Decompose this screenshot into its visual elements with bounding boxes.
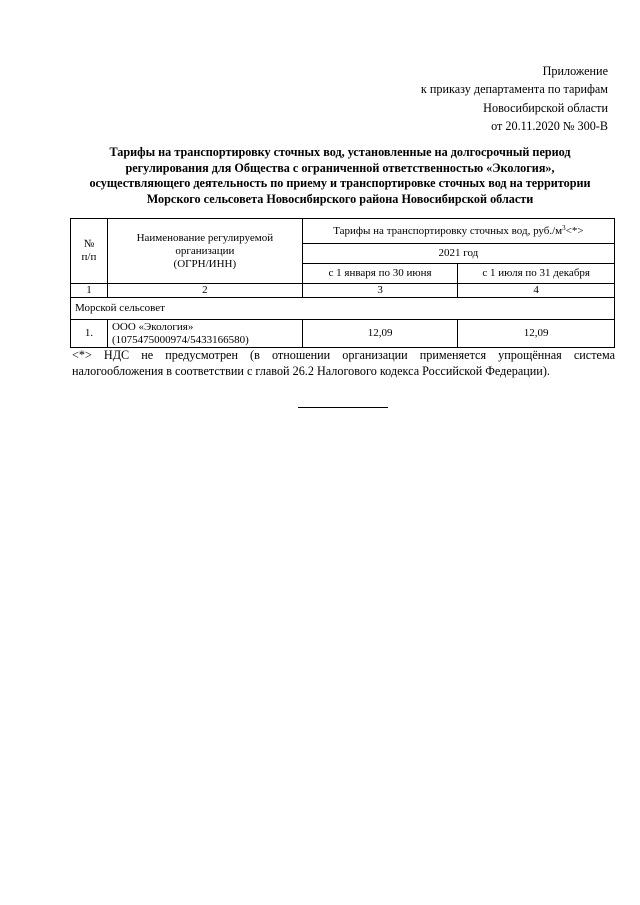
appendix-line-4: от 20.11.2020 № 300-В <box>491 119 608 134</box>
column-number-3: 3 <box>302 284 458 298</box>
header-period-1: с 1 января по 30 июня <box>302 264 458 284</box>
header-year: 2021 год <box>302 244 614 264</box>
header-tariff <box>302 219 614 244</box>
header-num-line-1: № <box>83 238 95 250</box>
header-tariff-prefix: Тарифы на транспортировку сточных вод, руб./м <box>333 224 563 237</box>
header-org-line-2: организации <box>175 244 235 257</box>
section-row <box>71 298 615 320</box>
row-tariff-2: 12,09 <box>458 320 615 348</box>
row-org-name: ООО «Экология» <box>111 320 194 333</box>
appendix-line-3: Новосибирской области <box>483 100 608 115</box>
column-number-4: 4 <box>458 284 615 298</box>
header-organization <box>107 219 302 284</box>
column-numbers-row <box>71 284 615 298</box>
closing-rule <box>298 407 388 408</box>
appendix-block <box>421 62 608 136</box>
row-tariff-1: 12,09 <box>302 320 458 348</box>
header-num <box>71 219 108 284</box>
header-tariff-sup: 3 <box>562 223 566 232</box>
header-tariff-suffix: <*> <box>565 224 584 237</box>
row-num: 1. <box>71 320 108 348</box>
appendix-line-1: Приложение <box>542 64 608 78</box>
title-line-2: регулирования для Общества с ограниченной ответственностью «Экология», <box>125 160 555 175</box>
header-org-line-1: Наименование регулируемой <box>136 231 274 244</box>
column-number-2: 2 <box>107 284 302 298</box>
section-label: Морской сельсовет <box>71 298 615 320</box>
column-number-1: 1 <box>71 284 108 298</box>
tariffs-table <box>70 218 615 348</box>
table-row <box>71 320 615 348</box>
document-title <box>60 145 620 207</box>
header-row-1 <box>71 219 615 244</box>
header-org-line-3: (ОГРН/ИНН) <box>173 257 237 270</box>
row-org-ids: (1075475000974/5433166580) <box>111 333 249 346</box>
row-organization <box>107 320 302 348</box>
title-line-4: Морского сельсовета Новосибирского района Новосибирской области <box>146 191 534 206</box>
appendix-line-2: к приказу департамента по тарифам <box>420 82 608 97</box>
title-line-3: осуществляющего деятельность по приему и транспортировке сточных вод на территории <box>89 176 591 191</box>
title-line-1: Тарифы на транспортировку сточных вод, установленные на долгосрочный период <box>109 145 571 159</box>
header-num-line-2: п/п <box>81 251 97 263</box>
header-period-2: с 1 июля по 31 декабря <box>458 264 615 284</box>
footnote: <*> НДС не предусмотрен (в отношении организации применяется упрощённая система налогообложения в соответствии с главой 26.2 Налогового кодекса Российской Федерации). <box>72 348 615 379</box>
